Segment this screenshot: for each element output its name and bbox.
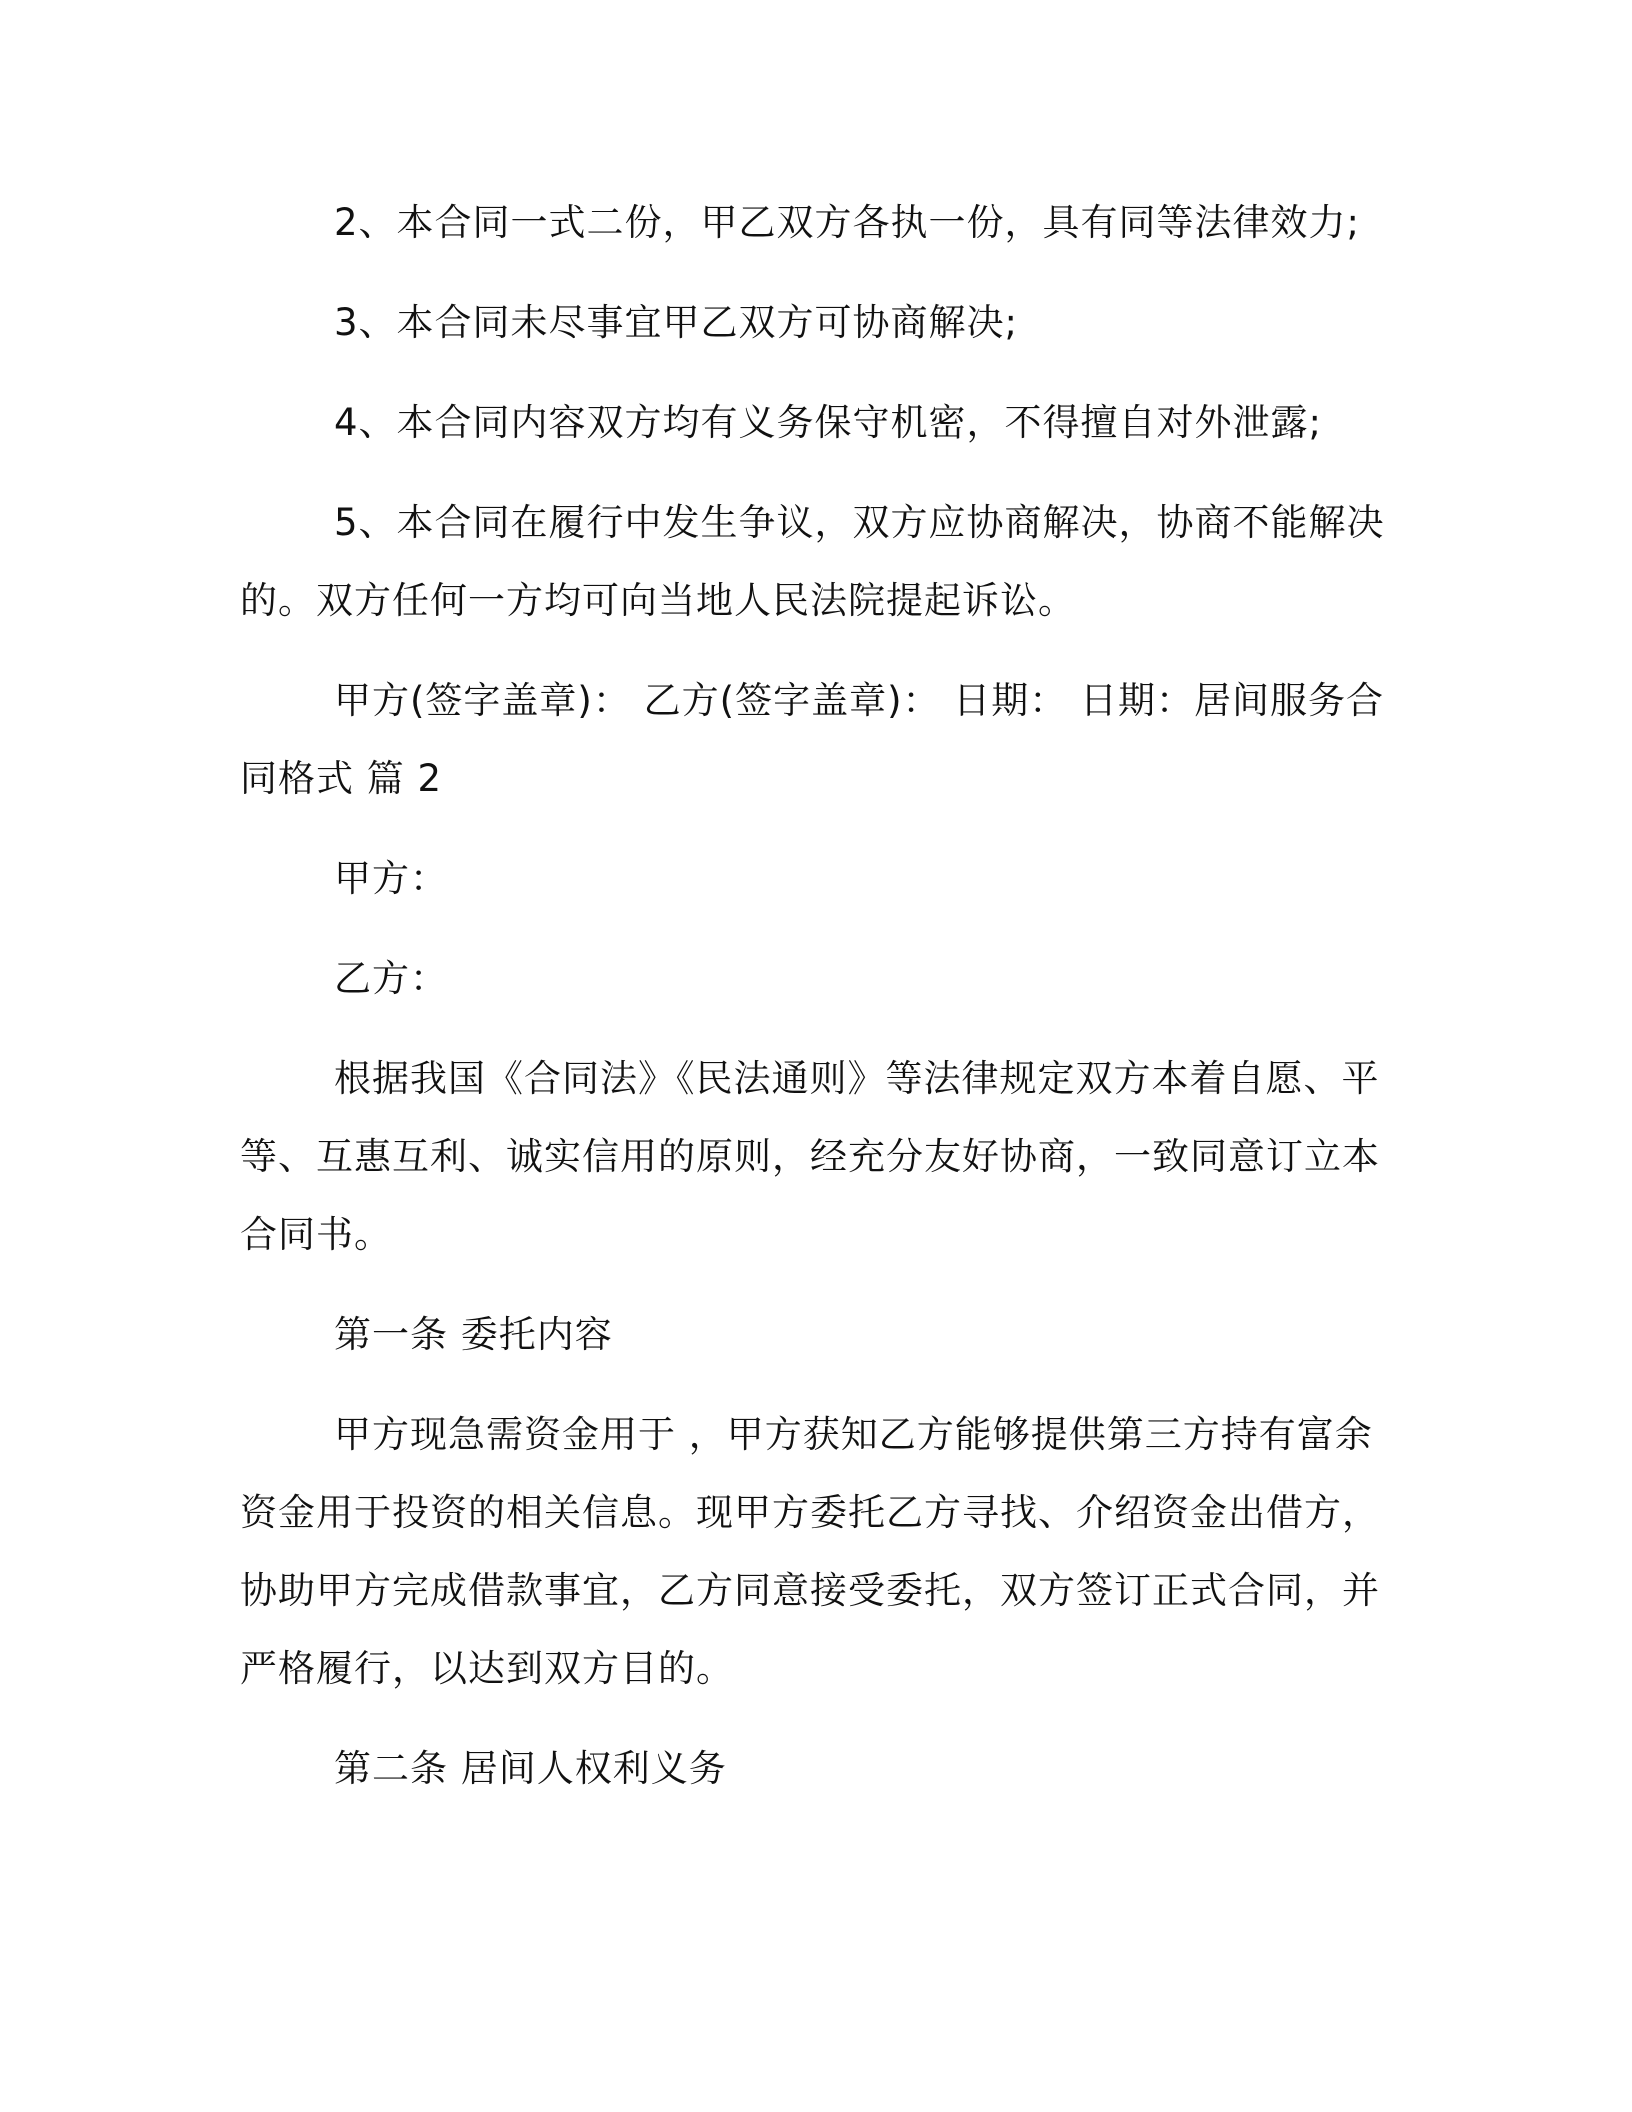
paragraph-gap xyxy=(240,362,1400,384)
paragraph-gap xyxy=(240,1374,1400,1396)
clause-2: 2、本合同一式二份，甲乙双方各执一份，具有同等法律效力; xyxy=(334,201,1361,244)
signature-line: 甲方(签字盖章)： 乙方(签字盖章)： 日期： 日期：居间服务合同格式 篇 2 xyxy=(240,679,1385,800)
clause-3: 3、本合同未尽事宜甲乙双方可协商解决; xyxy=(334,301,1019,344)
clause-4: 4、本合同内容双方均有义务保守机密，不得擅自对外泄露; xyxy=(334,401,1323,444)
party-b-line: 乙方： xyxy=(334,957,448,1000)
document-body xyxy=(240,184,1400,1808)
paragraph-gap xyxy=(240,1018,1400,1040)
paragraph-gap xyxy=(240,1274,1400,1296)
paragraph-gap xyxy=(240,462,1400,484)
article-2-heading: 第二条 居间人权利义务 xyxy=(334,1747,727,1790)
party-a-line: 甲方： xyxy=(334,857,448,900)
paragraph-gap xyxy=(240,1708,1400,1730)
paragraph-gap xyxy=(240,640,1400,662)
article-1-body: 甲方现急需资金用于 ，甲方获知乙方能够提供第三方持有富余资金用于投资的相关信息。现甲方委托乙方寻找、介绍资金出借方，协助甲方完成借款事宜，乙方同意接受委托，双方签订正式合同，并严格履行，以达到双方目的。 xyxy=(240,1413,1380,1690)
preamble-paragraph: 根据我国《合同法》《民法通则》等法律规定双方本着自愿、平等、互惠互利、诚实信用的原则，经充分友好协商，一致同意订立本合同书。 xyxy=(240,1057,1380,1256)
clause-5: 5、本合同在履行中发生争议，双方应协商解决，协商不能解决的。双方任何一方均可向当地人民法院提起诉讼。 xyxy=(240,501,1385,622)
paragraph-gap xyxy=(240,818,1400,840)
paragraph-gap xyxy=(240,918,1400,940)
article-1-heading: 第一条 委托内容 xyxy=(334,1313,613,1356)
paragraph-gap xyxy=(240,262,1400,284)
